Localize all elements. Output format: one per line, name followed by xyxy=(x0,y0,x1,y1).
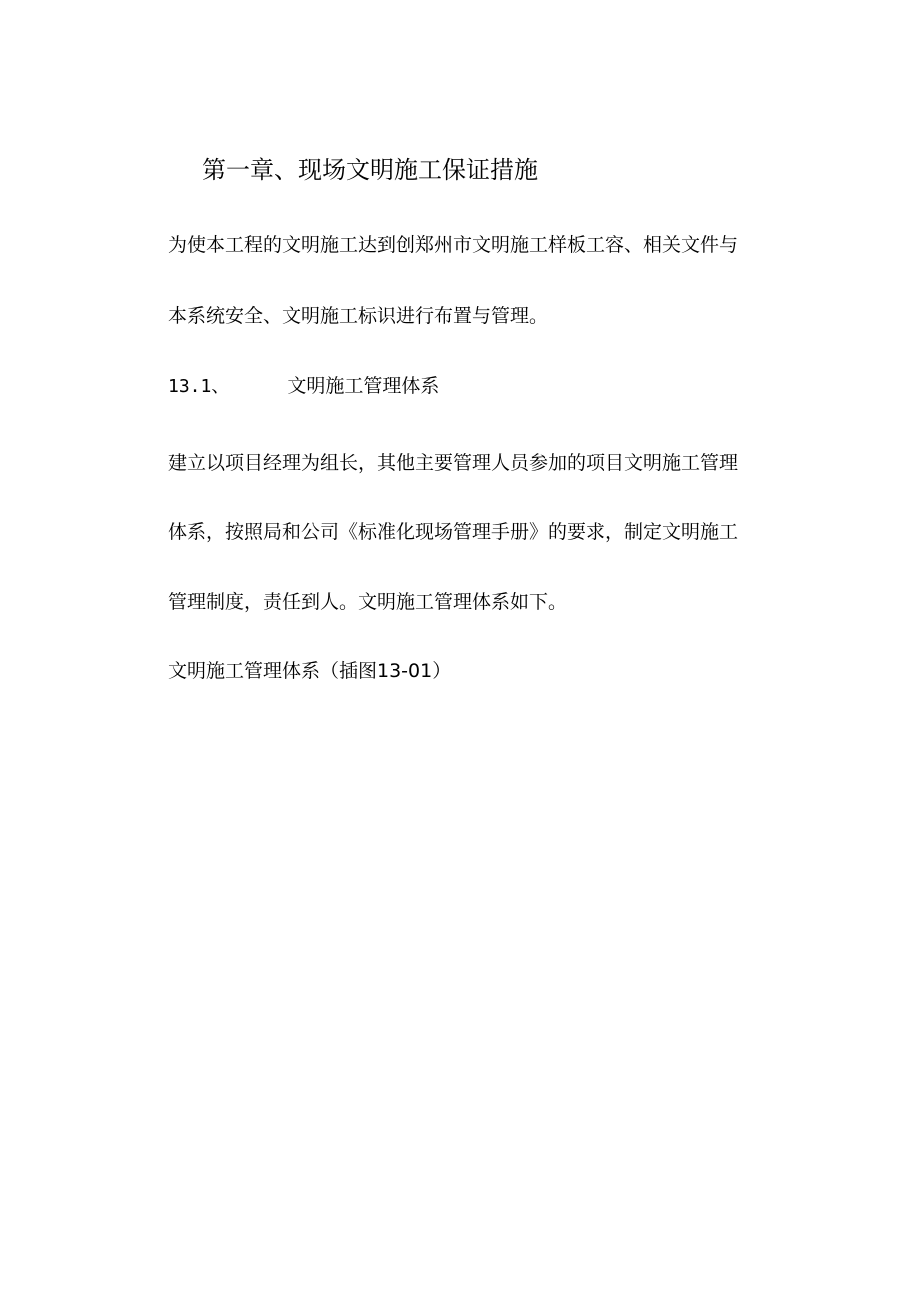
section-heading xyxy=(168,377,439,396)
section-title: 文明施工管理体系 xyxy=(287,375,440,397)
paragraph-2-line-1: 建立以项目经理为组长，其他主要管理人员参加的项目文明施工管理 xyxy=(168,452,739,474)
section-number: 13.1、 xyxy=(168,376,230,397)
paragraph-2-line-2: 体系，按照局和公司《标准化现场管理手册》的要求，制定文明施工 xyxy=(168,521,739,543)
paragraph-1-line-2: 本系统安全、文明施工标识进行布置与管理。 xyxy=(168,305,549,327)
chapter-title: 第一章、现场文明施工保证措施 xyxy=(202,156,538,184)
paragraph-1-line-1: 为使本工程的文明施工达到创郑州市文明施工样板工容、相关文件与 xyxy=(168,234,739,256)
figure-caption: 文明施工管理体系（插图13-01） xyxy=(168,660,452,682)
paragraph-2-line-3: 管理制度，责任到人。文明施工管理体系如下。 xyxy=(168,591,568,613)
